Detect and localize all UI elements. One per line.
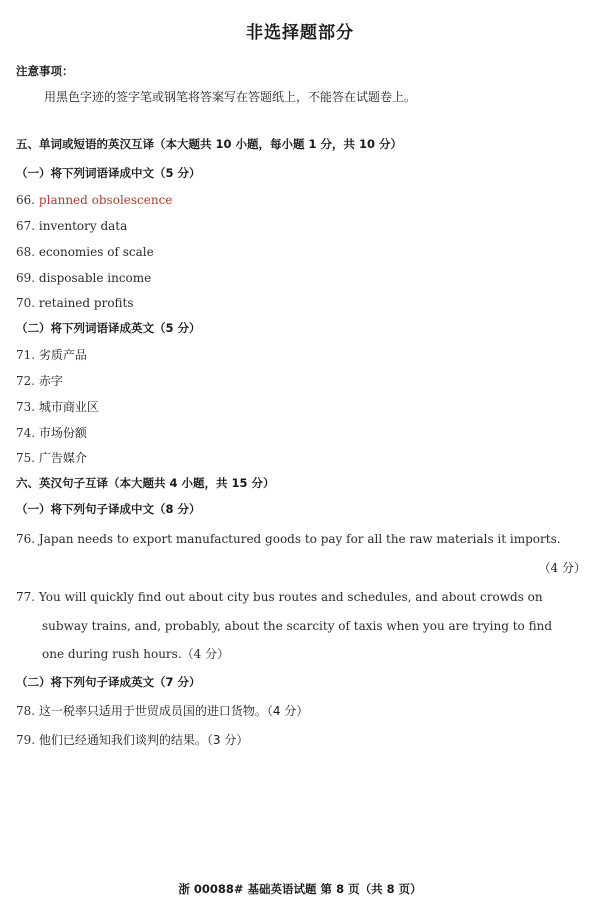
question-74 [16, 427, 87, 439]
question-text: 市场份额 [38, 426, 87, 440]
question-73 [16, 401, 99, 413]
question-77-line1 [16, 591, 543, 603]
question-number: 68. [16, 245, 36, 259]
question-78 [16, 705, 308, 717]
question-number: 71. [16, 348, 36, 362]
question-text: inventory data [38, 219, 128, 233]
question-number: 66. [16, 193, 36, 207]
section6-part1-heading: （一）将下列句子译成中文（8 分） [16, 502, 201, 516]
question-text: Japan needs to export manufactured goods to pay for all the raw materials it imports. [38, 532, 561, 546]
question-text: 广告媒介 [38, 451, 87, 465]
question-69 [16, 272, 151, 284]
question-number: 76. [16, 532, 36, 546]
question-66 [16, 194, 172, 206]
question-68 [16, 246, 154, 258]
question-number: 69. [16, 271, 36, 285]
page-title: 非选择题部分 [246, 23, 354, 43]
question-text: retained profits [38, 296, 134, 310]
section5-heading: 五、单词或短语的英汉互译（本大题共 10 小题，每小题 1 分，共 10 分） [16, 137, 403, 151]
question-text: 劣质产品 [38, 348, 87, 362]
question-76 [16, 533, 561, 545]
question-75 [16, 452, 87, 464]
page-footer: 浙 00088# 基础英语试题 第 8 页（共 8 页） [178, 882, 422, 896]
question-text: You will quickly find out about city bus routes and schedules, and about crowds on [38, 590, 543, 604]
question-number: 73. [16, 400, 36, 414]
question-number: 79. [16, 733, 36, 747]
question-text: planned obsolescence [38, 193, 173, 207]
section6-part2-heading: （二）将下列句子译成英文（7 分） [16, 675, 201, 689]
question-number: 74. [16, 426, 36, 440]
question-67 [16, 220, 127, 232]
notice-heading: 注意事项： [16, 64, 74, 78]
question-70 [16, 297, 134, 309]
question-79 [16, 734, 248, 746]
question-text: disposable income [38, 271, 152, 285]
question-76-points: （4 分） [538, 561, 586, 575]
question-72 [16, 375, 63, 387]
question-number: 67. [16, 219, 36, 233]
question-text: 他们已经通知我们谈判的结果。（3 分） [38, 733, 249, 747]
notice-text: 用黑色字迹的签字笔或钢笔将答案写在答题纸上，不能答在试题卷上。 [44, 90, 417, 104]
question-text: 赤字 [38, 374, 63, 388]
question-number: 75. [16, 451, 36, 465]
question-text: economies of scale [38, 245, 154, 259]
section6-heading: 六、英汉句子互译（本大题共 4 小题，共 15 分） [16, 476, 275, 490]
question-number: 72. [16, 374, 36, 388]
question-number: 70. [16, 296, 36, 310]
question-77-line2: subway trains, and, probably, about the scarcity of taxis when you are trying to find [42, 619, 553, 633]
question-text: 这一税率只适用于世贸成员国的进口货物。（4 分） [38, 704, 309, 718]
question-number: 78. [16, 704, 36, 718]
question-number: 77. [16, 590, 36, 604]
question-71 [16, 349, 87, 361]
section5-part2-heading: （二）将下列词语译成英文（5 分） [16, 321, 201, 335]
section5-part1-heading: （一）将下列词语译成中文（5 分） [16, 166, 201, 180]
question-text: 城市商业区 [38, 400, 99, 414]
question-77-line3: one during rush hours.（4 分） [42, 647, 230, 661]
